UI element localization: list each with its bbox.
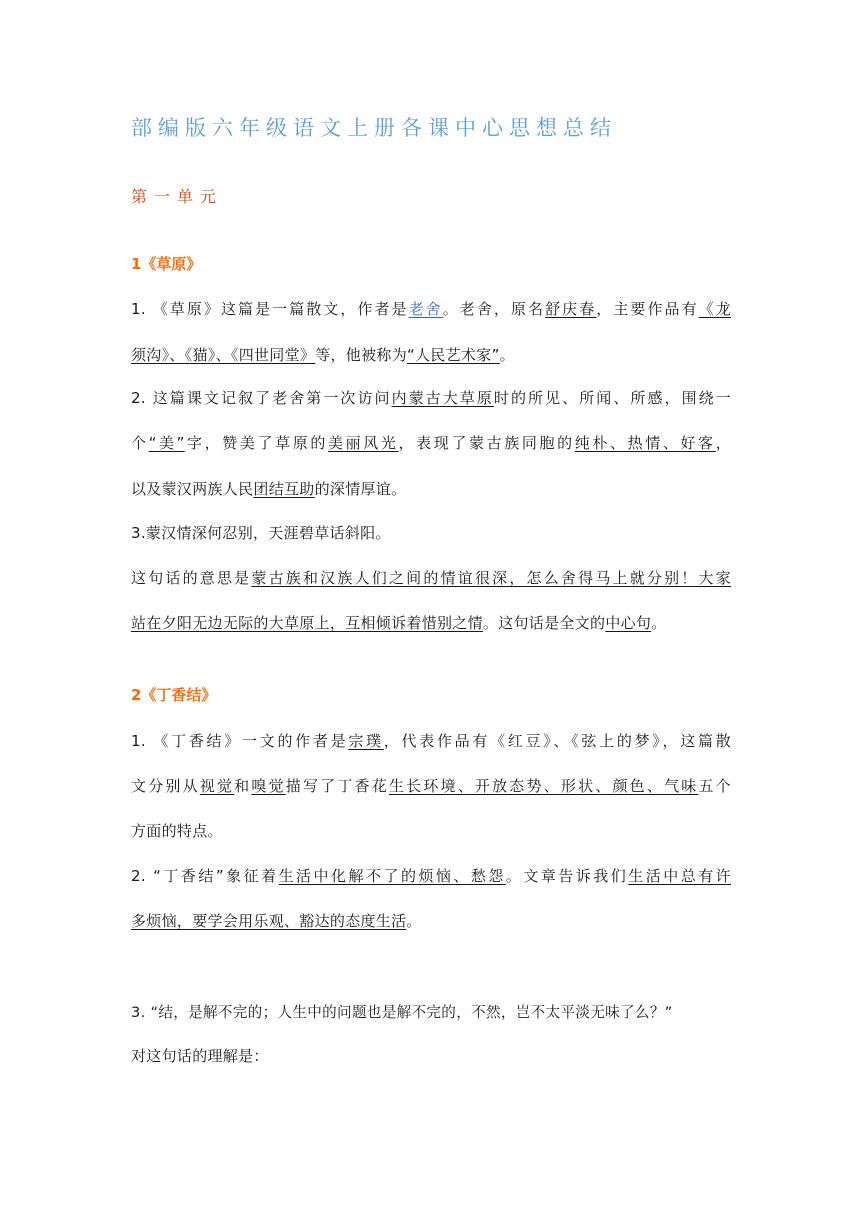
- underlined-author: 宗璞: [348, 732, 384, 750]
- lesson2-paragraph2-line1: [131, 866, 731, 886]
- text: 等，他被称为: [315, 346, 408, 364]
- author-link[interactable]: 老舍: [408, 300, 443, 318]
- text: 。老舍，原名: [442, 300, 546, 318]
- text: 。: [651, 614, 667, 632]
- lesson1-paragraph3-line1: 3.蒙汉情深何忍别，天涯碧草话斜阳。: [131, 524, 391, 542]
- underlined-scene: 美丽风光: [328, 434, 399, 452]
- lesson2-paragraph1-line1: [131, 731, 731, 751]
- text: ，表现了蒙古族同胞的: [398, 434, 575, 452]
- underlined-lesson: 多烦恼，要学会用乐观、豁达的态度生活: [131, 912, 407, 930]
- lesson2-paragraph3-line2: 对这句话的理解是：: [131, 1047, 269, 1065]
- underlined-traits: 纯朴、热情、好客: [574, 434, 716, 452]
- lesson1-paragraph3-line2: [131, 568, 731, 588]
- lesson1-paragraph2-line2: [131, 433, 731, 453]
- lesson2-paragraph1-line2: [131, 776, 731, 796]
- text: 。: [499, 346, 515, 364]
- lesson1-paragraph2-line3: [131, 479, 731, 499]
- unit-heading: 第一单元: [131, 187, 224, 206]
- lesson-heading-dingxiangjie: 2《丁香结》: [131, 686, 217, 704]
- underlined-place: 内蒙古大草原: [391, 389, 494, 407]
- text: 五个: [698, 777, 731, 795]
- underlined-aspects: 生长环境、开放态势、形状、颜色、气味: [388, 777, 699, 795]
- text: 这句话的意思是: [131, 569, 252, 587]
- underlined-center: 中心句: [605, 614, 652, 632]
- text: 字，赞美了草原的: [184, 434, 329, 452]
- underlined-sense: 嗅觉: [251, 777, 286, 795]
- underlined-works: 《龙: [698, 300, 731, 318]
- text: 以及蒙汉两族人民: [131, 480, 254, 498]
- underlined-works: 须沟》、《猫》、《四世同堂》: [131, 346, 316, 364]
- text: 。文章告诉我们: [505, 867, 629, 885]
- underlined-symbol: 生活中化解不了的烦恼、愁怨: [278, 867, 506, 885]
- lesson2-paragraph3-line1: 3. “结，是解不完的；人生中的问题也是解不完的，不然，岂不太平淡无味了么？”: [131, 1004, 673, 1021]
- text: ，: [715, 434, 731, 452]
- text: 和: [234, 777, 252, 795]
- text: 。: [406, 912, 422, 930]
- underlined-name: 舒庆春: [545, 300, 597, 318]
- text: 描写了丁香花: [285, 777, 389, 795]
- underlined-unity: 团结互助: [253, 480, 315, 498]
- text: 时的所见、所闻、所感，围绕一: [493, 389, 731, 407]
- text: 2. “丁香结”象征着: [131, 867, 279, 885]
- lesson2-paragraph2-line2: [131, 911, 731, 931]
- text: 1. 《丁香结》一文的作者是: [131, 732, 349, 750]
- underlined-honor: “人民艺术家”: [407, 346, 500, 364]
- lesson1-paragraph2-line1: [131, 388, 731, 408]
- lesson2-paragraph1-line3: 方面的特点。: [131, 822, 223, 840]
- underlined-sense: 视觉: [199, 777, 235, 795]
- document-title: 部编版六年级语文上册各课中心思想总结: [131, 116, 617, 140]
- text: ，主要作品有: [596, 300, 699, 318]
- lesson-heading-caoyuan: 1《草原》: [131, 255, 202, 273]
- underlined-word: “美”: [148, 434, 185, 452]
- lesson1-paragraph1-line2: [131, 345, 731, 365]
- text: 2. 这篇课文记叙了老舍第一次访问: [131, 389, 392, 407]
- text: 文分别从: [131, 777, 200, 795]
- lesson1-paragraph3-line3: [131, 613, 731, 633]
- underlined-lesson: 生活中总有许: [628, 867, 731, 885]
- text: 1. 《草原》这篇是一篇散文，作者是: [131, 300, 409, 318]
- text: 。这句话是全文的: [482, 614, 606, 632]
- underlined-meaning: 蒙古族和汉族人们之间的情谊很深，怎么舍得马上就分别！大家: [251, 569, 732, 587]
- text: 的深情厚谊。: [314, 480, 407, 498]
- text: ，代表作品有《红豆》、《弦上的梦》，这篇散: [383, 732, 731, 750]
- text: 个: [131, 434, 149, 452]
- underlined-meaning: 站在夕阳无边无际的大草原上，互相倾诉着惜别之情: [131, 614, 483, 632]
- lesson1-paragraph1-line1: [131, 299, 731, 319]
